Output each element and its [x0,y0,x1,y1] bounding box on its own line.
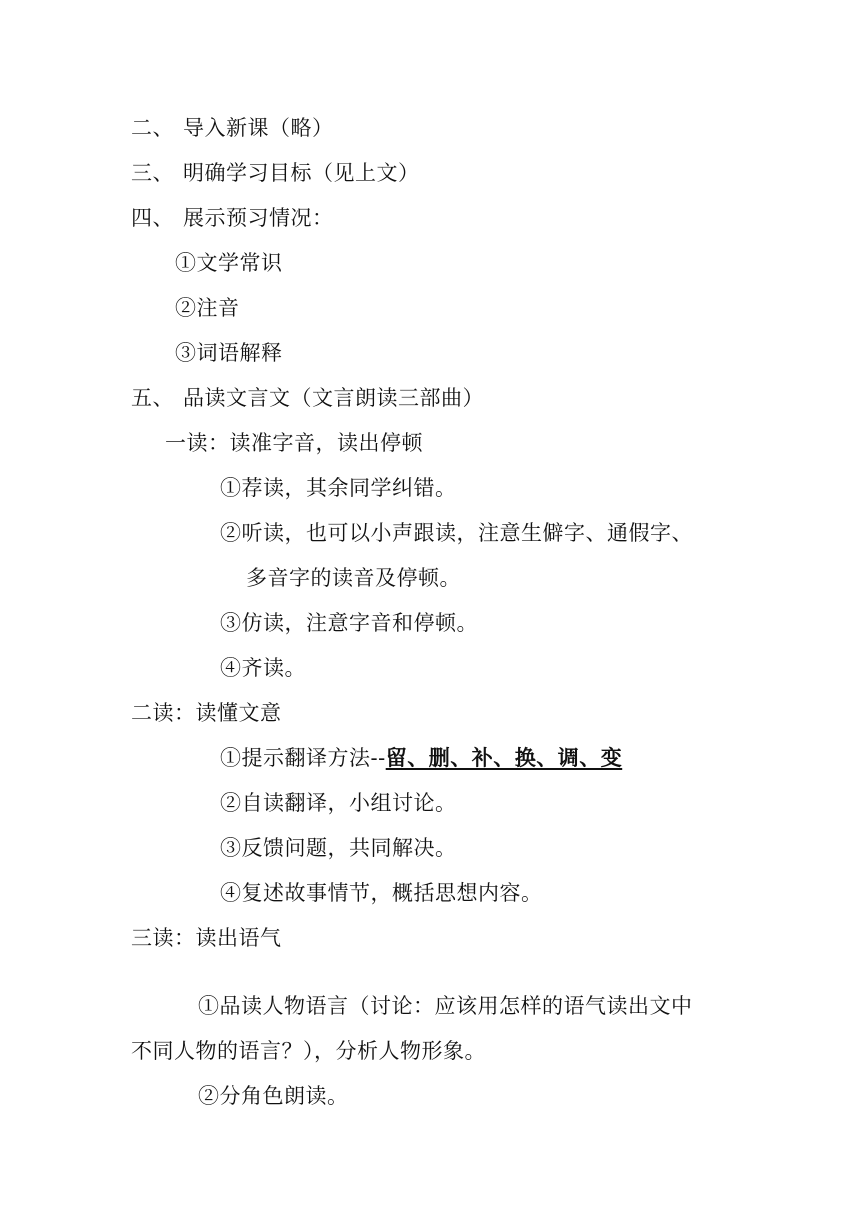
list-item: ①荐读，其余同学纠错。 [220,476,457,500]
list-item [220,744,622,772]
section-3 [131,159,420,187]
list-item: ②听读，也可以小声跟读，注意生僻字、通假字、 [220,521,693,545]
read2-title: 二读：读懂文意 [131,701,282,725]
section-4 [131,204,334,232]
paragraph-line: ②分角色朗读。 [198,1084,349,1108]
section-2 [131,114,334,142]
list-item: ③仿读，注意字音和停顿。 [220,611,478,635]
read1-title: 一读：读准字音，读出停顿 [165,431,423,455]
paragraph-line: ①品读人物语言（讨论：应该用怎样的语气读出文中 [198,994,693,1018]
list-item: ②自读翻译，小组讨论。 [220,791,457,815]
list-item: ③反馈问题，共同解决。 [220,836,457,860]
section-number: 三、 [131,161,174,185]
section-title: 明确学习目标（见上文） [183,161,420,185]
section-title: 品读文言文（文言朗读三部曲） [183,386,484,410]
section-number: 五、 [131,386,174,410]
section-title: 导入新课（略） [183,116,334,140]
list-item: ②注音 [175,296,240,320]
paragraph-line: 不同人物的语言？），分析人物形象。 [131,1039,486,1063]
section-number: 四、 [131,206,174,230]
section-5 [131,384,484,412]
translation-methods-emphasis: 留、删、补、换、调、变 [385,745,623,770]
list-item-continuation: 多音字的读音及停顿。 [246,566,461,590]
section-number: 二、 [131,116,174,140]
section-title: 展示预习情况： [183,206,334,230]
read3-title: 三读：读出语气 [131,926,282,950]
list-item: ③词语解释 [175,341,283,365]
translation-method-label: ①提示翻译方法-- [220,746,386,770]
list-item: ①文学常识 [175,251,283,275]
list-item: ④齐读。 [220,656,306,680]
list-item: ④复述故事情节，概括思想内容。 [220,881,543,905]
